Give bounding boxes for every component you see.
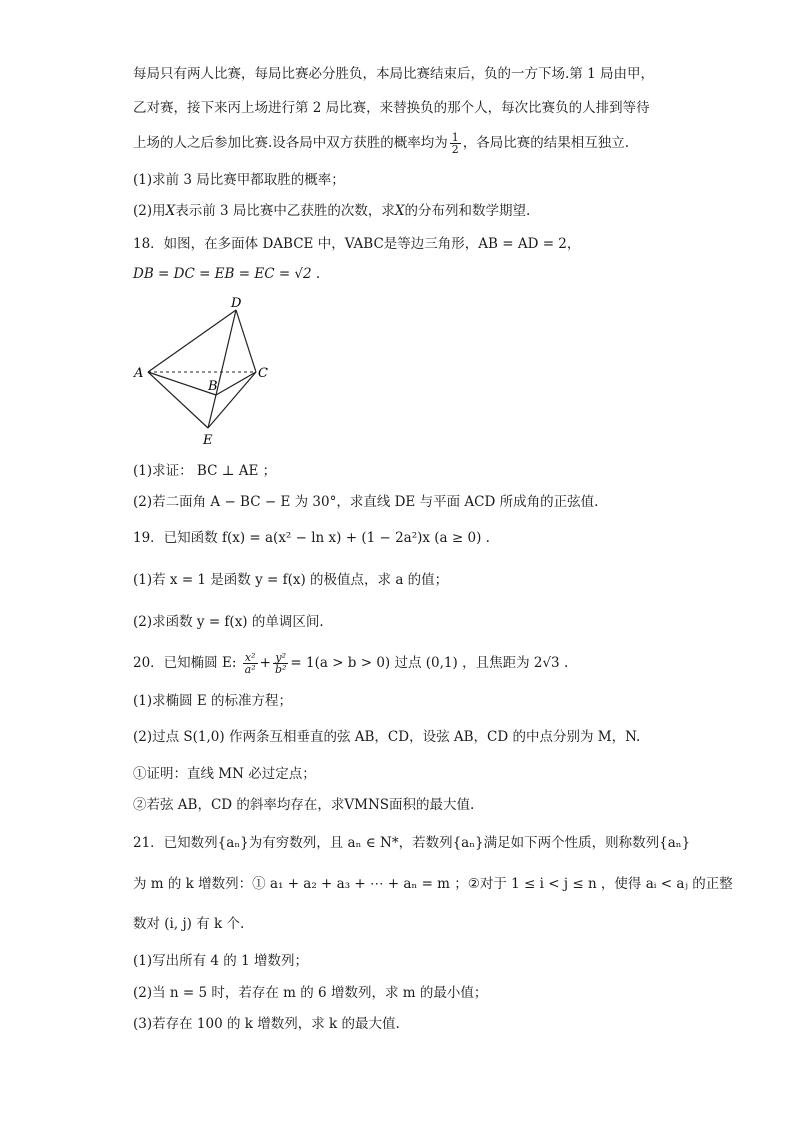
variable-x: X [394,203,405,219]
q17-part1: (1)求前 3 局比赛甲都取胜的概率； [133,172,345,188]
q17-intro-line3 [133,132,629,155]
q19-part1: (1)若 x = 1 是函数 y = f(x) 的极值点，求 a 的值； [133,572,449,588]
edge-AD [148,310,236,372]
q19-stem: 19．已知函数 f(x) = a(x² − ln x) + (1 − 2a²)x (a ≥ 0) . [133,530,490,546]
q17-part2-c: 的分布列和数学期望. [404,203,531,219]
ellipse-fraction-x [243,652,258,675]
vertex-label-D: D [231,296,242,311]
q21-part2: (2)当 n = 5 时，若存在 m 的 6 增数列，求 m 的最小值； [133,985,488,1001]
q20-stem [133,652,568,675]
q17-part2-a: (2)用 [133,203,166,219]
q17-intro-line3-post: ，各局比赛的结果相互独立. [462,135,630,151]
edge-DB [216,310,236,395]
q17-intro-line1: 每局只有两人比赛，每局比赛必分胜负，本局比赛结束后，负的一方下场.第 1 局由甲， [133,66,654,82]
fraction-numerator: x² [243,652,258,664]
edge-AE [148,372,208,428]
q18-stem-line1: 18．如图，在多面体 DABCE 中，VABC是等边三角形，AB = AD = 2， [133,236,581,252]
q17-intro-line2: 乙对赛，接下来丙上场进行第 2 局比赛，来替换负的那个人，每次比赛负的人排到等待 [133,100,650,116]
q21-stem-line2: 为 m 的 k 增数列：① a₁ + a₂ + a₃ + ⋯ + aₙ = m ；②对于 1 ≤ i < j ≤ n ，使得 aᵢ < aⱼ 的正整 [133,876,733,892]
q20-stem-pre: 20．已知椭圆 E: [133,655,241,671]
fraction-denominator: b² [274,663,287,676]
fraction-denominator: a² [244,663,256,676]
q19-part2: (2)求函数 y = f(x) 的单调区间. [133,614,324,630]
q17-intro-line3-pre: 上场的人之后参加比赛.设各局中双方获胜的概率均为 [133,135,448,151]
q20-stem-post: = 1(a > b > 0) 过点 (0,1) ，且焦距为 2√3 . [290,655,569,671]
edge-BC [216,372,256,395]
vertex-label-E: E [203,433,213,448]
edge-AB [148,372,216,395]
ellipse-fraction-y [273,652,288,675]
fraction-numerator: y² [273,652,288,664]
q21-stem-line1: 21．已知数列{aₙ}为有穷数列，且 aₙ ∈ N*，若数列{aₙ}满足如下两个性质，则称数列{aₙ} [133,835,691,851]
probability-fraction [450,132,461,155]
edge-DC [236,310,256,372]
q21-part1: (1)写出所有 4 的 1 增数列； [133,953,308,969]
q18-part1: (1)求证： BC ⊥ AE ； [133,463,277,479]
plus-sign: + [259,655,271,671]
fraction-denominator: 2 [451,143,459,156]
q17-part2-b: 表示前 3 局比赛中乙获胜的次数，求 [175,203,395,219]
q20-part2: (2)过点 S(1,0) 作两条互相垂直的弦 AB，CD，设弦 AB，CD 的中点分别为 M，N. [133,729,641,745]
fraction-numerator: 1 [451,131,459,144]
q17-part2 [133,201,530,221]
q20-part1: (1)求椭圆 E 的标准方程； [133,693,293,709]
vertex-label-C: C [258,366,268,381]
q18-stem-line2: DB = DC = EB = EC = √2 . [133,266,321,282]
q20-sub1: ①证明：直线 MN 必过定点； [133,766,316,782]
q21-stem-line3: 数对 (i, j) 有 k 个. [133,916,245,932]
vertex-label-B: B [208,379,218,394]
q20-sub2: ②若弦 AB，CD 的斜率均存在，求VMNS面积的最大值. [133,797,475,813]
polyhedron-figure [128,292,278,452]
variable-x: X [165,203,176,219]
vertex-label-A: A [134,366,144,381]
q21-part3: (3)若存在 100 的 k 增数列，求 k 的最大值. [133,1016,400,1032]
q18-part2: (2)若二面角 A − BC − E 为 30°，求直线 DE 与平面 ACD 所成角的正弦值. [133,494,599,510]
